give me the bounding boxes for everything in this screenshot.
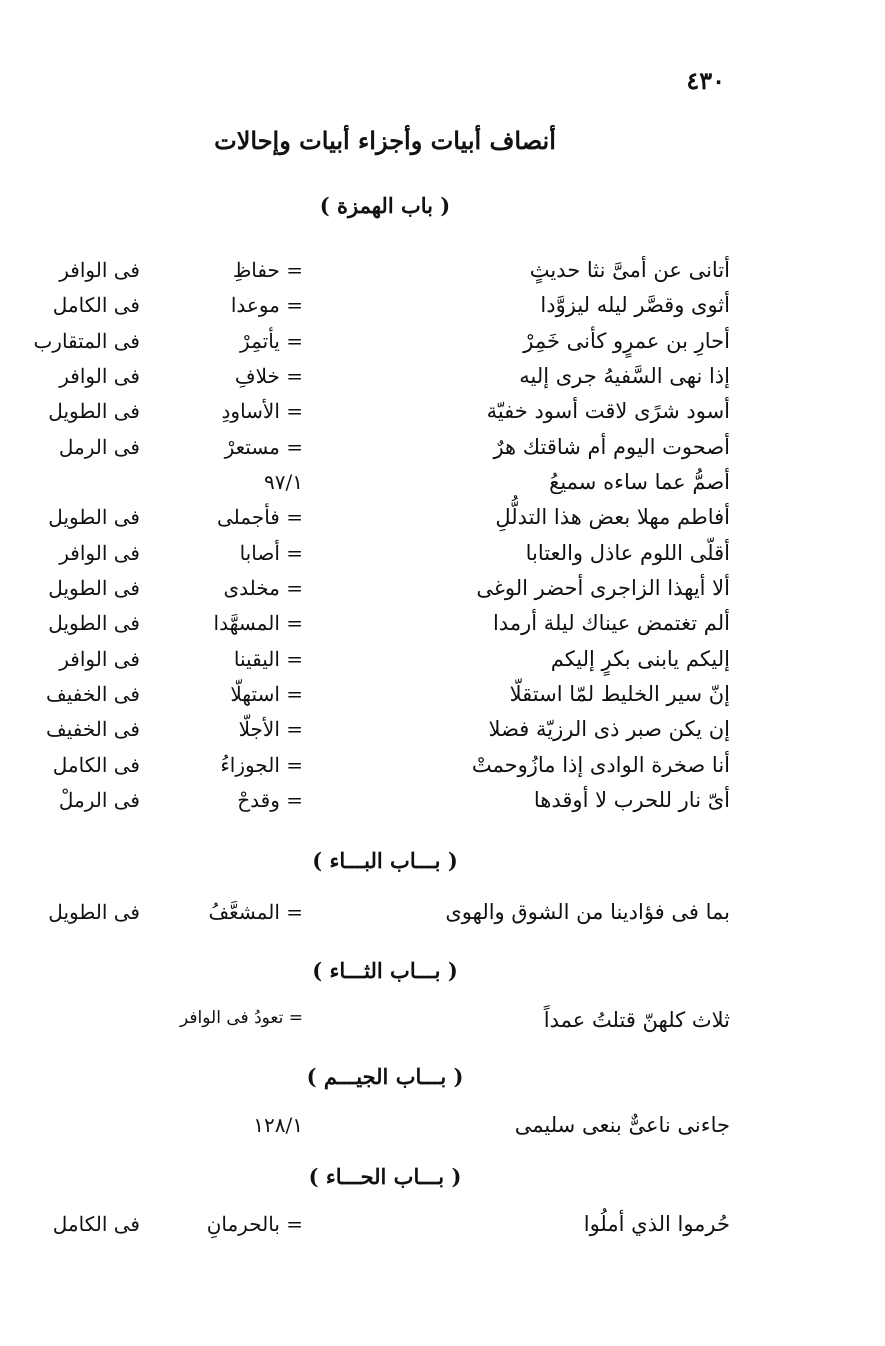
verse-meter: فى الطويل [48, 399, 140, 423]
verse-text: أصحوت اليوم أم شاقتك هرٌ [493, 435, 730, 459]
verse-text: ألم تغتمض عيناك ليلة أرمدا [492, 611, 730, 635]
section-heading-ba: ( بـــاب البـــاء ) [312, 848, 458, 873]
verse-meter: فى الطويل [48, 576, 140, 600]
verse-row [0, 1212, 885, 1246]
verse-reference: ٩٧/١ [264, 470, 303, 494]
page-title: أنصاف أبيات وأجزاء أبيات وإحالات [214, 126, 556, 155]
verse-reference: = الأجلّا [238, 717, 303, 741]
verse-row [0, 505, 885, 539]
verse-text: إليكم يابنى بكرٍ إليكم [550, 647, 730, 671]
verse-text: إذا نهى السَّفيهُ جرى إليه [519, 364, 730, 388]
verse-reference: = تعودُ فى الوافر [180, 1008, 303, 1028]
section-heading-tha: ( بـــاب الثـــاء ) [312, 958, 458, 983]
verse-meter: فى الوافر [59, 647, 140, 671]
verse-reference: = أصابا [239, 541, 303, 565]
verse-reference: = يأتمِرْ [240, 329, 303, 353]
verse-text: جاءنى ناعىٌّ بنعى سليمى [514, 1113, 730, 1137]
verse-row [0, 611, 885, 645]
verse-row [0, 900, 885, 934]
verse-text: أثوى وقصَّر ليله ليزوَّدا [540, 293, 730, 317]
section-heading-ha: ( بـــاب الحـــاء ) [308, 1164, 462, 1189]
verse-reference: = حفاظِ [232, 258, 303, 282]
verse-meter: فى الخفيف [45, 717, 140, 741]
verse-text: إنّ سير الخليط لمّا استقلّا [509, 682, 730, 706]
verse-reference: = اليقينا [233, 647, 303, 671]
verse-meter: فى المتقارب [33, 329, 140, 353]
verse-reference: = بالحرمانِ [206, 1212, 303, 1236]
verse-row [0, 293, 885, 327]
verse-meter: فى الكامل [52, 753, 140, 777]
verse-reference: = استهلّا [230, 682, 303, 706]
verse-row [0, 682, 885, 716]
verse-row [0, 541, 885, 575]
verse-text: أحارِ بن عمرٍو كأنى خَمِرْ [523, 329, 730, 353]
verse-row [0, 1113, 885, 1147]
verse-meter: فى الرمل [58, 435, 140, 459]
verse-text: أتانى عن أمىَّ نثا حديثٍ [529, 258, 730, 282]
verse-reference: = الجوزاءُ [220, 753, 303, 777]
verse-reference: = خلافِ [234, 364, 303, 388]
verse-reference: = موعدا [230, 293, 303, 317]
verse-row [0, 1008, 885, 1042]
verse-row [0, 788, 885, 822]
verse-text: إن يكن صبر ذى الرزيّة فضلا [488, 717, 730, 741]
verse-meter: فى الكامل [52, 1212, 140, 1236]
verse-text: أسود شرًى لاقت أسود خفيّة [486, 399, 730, 423]
verse-text: حُرموا الذي أملُوا [583, 1212, 730, 1236]
verse-text: أقلّى اللوم عاذل والعتابا [525, 541, 730, 565]
section-heading-jim: ( بـــاب الجيـــم ) [306, 1064, 464, 1089]
page-number: ٤٣٠ [686, 66, 725, 95]
verse-row [0, 576, 885, 610]
verse-text: أنا صخرة الوادى إذا مازُوحمتْ [471, 753, 730, 777]
verse-text: ثلاث كلهنّ قتلتُ عمداً [543, 1008, 730, 1032]
verse-text: أىّ نار للحرب لا أوقدها [533, 788, 730, 812]
verse-row [0, 435, 885, 469]
verse-reference: = مخلدى [223, 576, 303, 600]
section-heading-hamza: ( باب الهمزة ) [319, 193, 451, 218]
verse-meter: فى الرملْ [58, 788, 140, 812]
verse-text: بما فى فؤادينا من الشوق والهوى [445, 900, 730, 924]
verse-meter: فى الكامل [52, 293, 140, 317]
verse-reference: = فأجملى [217, 505, 303, 529]
verse-meter: فى الطويل [48, 900, 140, 924]
verse-reference: = المسهَّدا [213, 611, 303, 635]
verse-reference: = مستعرْ [224, 435, 303, 459]
verse-row [0, 647, 885, 681]
verse-row [0, 258, 885, 292]
verse-meter: فى الخفيف [45, 682, 140, 706]
verse-meter: فى الطويل [48, 611, 140, 635]
verse-meter: فى الطويل [48, 505, 140, 529]
verse-text: ألا أيهذا الزاجرى أحضر الوغى [476, 576, 730, 600]
verse-row [0, 364, 885, 398]
verse-text: أصمُّ عما ساءه سميعُ [549, 470, 730, 494]
verse-meter: فى الوافر [59, 258, 140, 282]
verse-row [0, 329, 885, 363]
verse-row [0, 717, 885, 751]
verse-reference: ١٢٨/١ [253, 1113, 303, 1137]
verse-meter: فى الوافر [59, 541, 140, 565]
verse-row [0, 399, 885, 433]
verse-meter: فى الوافر [59, 364, 140, 388]
verse-reference: = المشعَّفُ [208, 900, 303, 924]
verse-text: أفاطم مهلا بعض هذا التدلُّلِ [495, 505, 730, 529]
verse-row [0, 753, 885, 787]
verse-reference: = الأساودِ [221, 399, 303, 423]
verse-row [0, 470, 885, 504]
verse-reference: = وقدحْ [237, 788, 303, 812]
